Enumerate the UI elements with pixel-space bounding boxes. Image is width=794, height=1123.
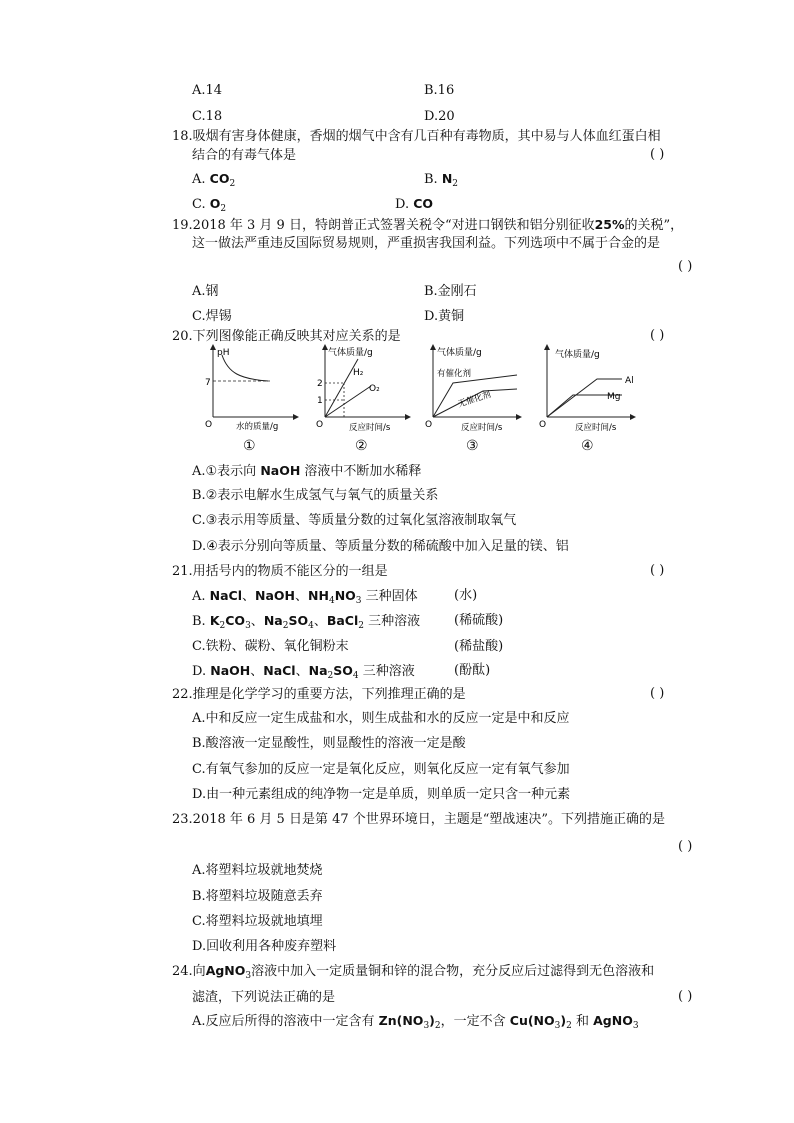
q19-option-d: D.黄铜 [424, 309, 465, 324]
q20-stem: 20.下列图像能正确反映其对应关系的是 [172, 329, 401, 344]
q21-answer-blank: ( ) [650, 563, 665, 578]
q20-option-c: C.③表示用等质量、等质量分数的过氧化氢溶液制取氧气 [192, 513, 517, 528]
graph2-tick-2: 2 [317, 379, 323, 389]
q22-answer-blank: ( ) [650, 686, 665, 701]
q22-option-d: D.由一种元素组成的纯净物一定是单质，则单质一定只含一种元素 [192, 787, 571, 802]
q20-option-b: B.②表示电解水生成氢气与氧气的质量关系 [192, 488, 439, 503]
q19-option-a: A.钢 [192, 284, 219, 299]
q19-option-c: C.焊锡 [192, 309, 232, 324]
q21-option-b: B. $K_2CO_3$、$Na_2SO_4$、BaCl$_2$ 三种溶液 [192, 613, 421, 631]
graph3-catalyst-label: 有催化剂 [437, 369, 472, 379]
q17-option-d: D.20 [424, 109, 455, 124]
graph1-origin: O [205, 420, 213, 430]
graph3-xlabel: 反应时间/s [461, 423, 503, 433]
graph-3-catalyst [423, 343, 528, 433]
q24-stem-line1: 24.向AgNO$_3$溶液中加入一定质量铜和锌的混合物，充分反应后过滤得到无色溶液和 [172, 963, 655, 981]
q21-option-d-reagent: (酚酞) [454, 663, 491, 678]
q23-stem: 23.2018 年 6 月 5 日是第 47 个世界环境日，主题是“塑战速决”。下列措施正确的是 [172, 812, 666, 827]
q23-option-d: D.回收利用各种废弃塑料 [192, 939, 337, 954]
q21-stem: 21.用括号内的物质不能区分的一组是 [172, 564, 388, 579]
graph4-ylabel: 气体质量/g [555, 350, 600, 360]
q20-option-a: A.①表示向 NaOH 溶液中不断加水稀释 [192, 463, 422, 479]
q21-option-c: C.铁粉、碳粉、氧化铜粉末 [192, 639, 349, 654]
q18-stem-line1: 18.吸烟有害身体健康，香烟的烟气中含有几百种有毒物质，其中易与人体血红蛋白相 [172, 129, 661, 144]
q19-stem-line1: 19.2018 年 3 月 9 日，特朗普正式签署关税令“对进口钢铁和铝分别征收25%的关税”， [172, 217, 684, 233]
graph-4-mg-al [537, 343, 642, 433]
graph-1-ph-vs-water [200, 343, 305, 433]
graph3-number: ③ [466, 438, 479, 454]
q18-option-c: C. $O_2$ [192, 196, 227, 214]
q20-answer-blank: ( ) [650, 328, 665, 343]
q18-option-a: A. $CO_2$ [192, 171, 236, 189]
q18-answer-blank: ( ) [650, 147, 665, 162]
q17-option-b: B.16 [424, 83, 455, 98]
q24-option-a: A.反应后所得的溶液中一定含有 $Zn(NO_3)_2$，一定不含 $Cu(NO_3)_2$ 和 AgNO$_3$ [192, 1013, 639, 1031]
q19-stem-line2: 这一做法严重违反国际贸易规则，严重损害我国利益。下列选项中不属于合金的是 [192, 236, 661, 251]
q22-option-c: C.有氧气参加的反应一定是氧化反应，则氧化反应一定有氧气参加 [192, 762, 570, 777]
graph2-tick-1: 1 [317, 396, 323, 406]
graph2-ylabel: 气体质量/g [328, 348, 373, 358]
q18-stem-line2: 结合的有毒气体是 [192, 148, 297, 163]
graph1-yref: 7 [205, 378, 211, 388]
graph4-number: ④ [581, 438, 594, 454]
graph4-origin: O [539, 420, 547, 430]
graph2-origin: O [316, 420, 324, 430]
q23-option-b: B.将塑料垃圾随意丢弃 [192, 889, 323, 904]
graph4-xlabel: 反应时间/s [575, 423, 617, 433]
graph-2-electrolysis [313, 343, 418, 433]
q22-option-b: B.酸溶液一定显酸性，则显酸性的溶液一定是酸 [192, 736, 466, 751]
graph3-ylabel: 气体质量/g [437, 348, 482, 358]
ph-curve [222, 355, 268, 381]
graph4-mg-label: Mg [607, 392, 621, 402]
q22-stem: 22.推理是化学学习的重要方法，下列推理正确的是 [172, 687, 466, 702]
q21-option-a: A. NaCl、NaOH、$NH_4NO_3$ 三种固体 [192, 588, 418, 606]
q21-option-d: D. NaOH、NaCl、$Na_2SO_4$ 三种溶液 [192, 663, 415, 681]
q23-answer-blank: ( ) [678, 839, 693, 854]
q24-answer-blank: ( ) [678, 989, 693, 1004]
q18-option-d: D. CO [395, 196, 434, 212]
graph1-number: ① [243, 438, 256, 454]
graph2-number: ② [355, 438, 368, 454]
graph4-al-label: Al [625, 376, 634, 386]
q21-option-a-reagent: (水) [454, 588, 478, 603]
o2-line [325, 386, 371, 417]
q24-stem-line2: 滤渣，下列说法正确的是 [192, 990, 336, 1005]
q22-option-a: A.中和反应一定生成盐和水，则生成盐和水的反应一定是中和反应 [192, 711, 570, 726]
q20-option-d: D.④表示分别向等质量、等质量分数的稀硫酸中加入足量的镁、铝 [192, 539, 569, 554]
q23-option-a: A.将塑料垃圾就地焚烧 [192, 863, 323, 878]
q21-option-c-reagent: (稀盐酸) [454, 639, 504, 654]
q18-option-b: B. $N_2$ [424, 171, 459, 189]
graph3-origin: O [425, 420, 433, 430]
graph1-xlabel: 水的质量/g [236, 422, 279, 432]
graph2-xlabel: 反应时间/s [349, 423, 391, 433]
q21-option-b-reagent: (稀硫酸) [454, 613, 504, 628]
q23-option-c: C.将塑料垃圾就地填埋 [192, 914, 323, 929]
graph2-o2-label: O₂ [369, 384, 380, 394]
q19-answer-blank: ( ) [678, 259, 693, 274]
q17-option-a: A.14 [192, 83, 223, 98]
graph3-no-catalyst-label: 无催化剂 [456, 389, 493, 410]
q19-option-b: B.金刚石 [424, 284, 477, 299]
q17-option-c: C.18 [192, 109, 223, 124]
graph1-ylabel: pH [217, 348, 230, 358]
graph2-h2-label: H₂ [353, 368, 364, 378]
